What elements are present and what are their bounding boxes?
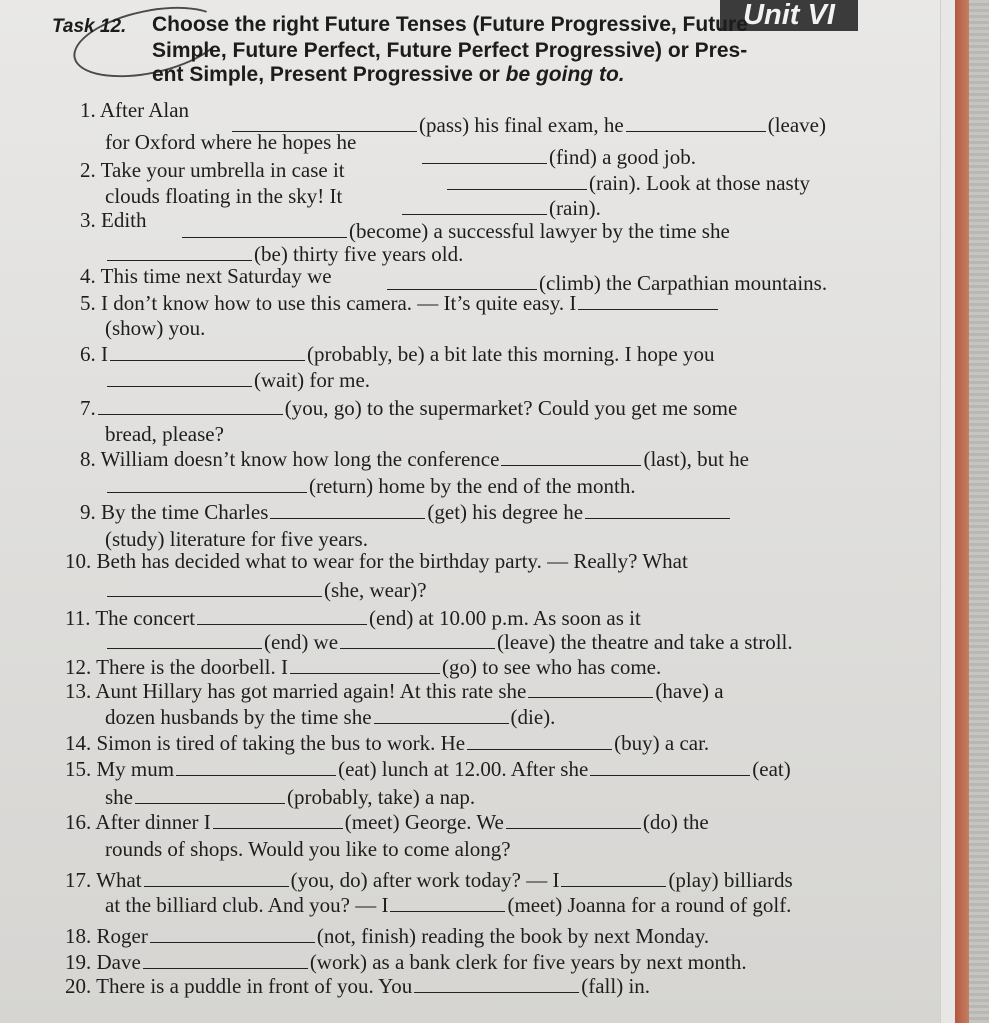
background-surface: [969, 0, 989, 1023]
exercise-text: (you, go) to the supermarket? Could you get me some: [284, 396, 738, 420]
exercise-line: [105, 630, 793, 654]
task-label: Task 12.: [52, 16, 127, 37]
exercise-line: [105, 242, 463, 266]
exercise-text: (buy) a car.: [614, 731, 710, 755]
exercise-line: [400, 196, 601, 220]
exercise-line: [80, 264, 332, 288]
exercise-text: (meet) Joanna for a round of golf.: [507, 893, 792, 917]
answer-blank[interactable]: [626, 113, 766, 132]
exercise-line: [65, 655, 661, 679]
exercise-text: rounds of shops. Would you like to come along?: [105, 837, 511, 861]
answer-blank[interactable]: [561, 868, 666, 887]
exercise-text: (die).: [510, 705, 556, 729]
answer-blank[interactable]: [387, 271, 537, 290]
answer-blank[interactable]: [135, 785, 285, 804]
exercise-text: (you, do) after work today? — I: [290, 868, 560, 892]
exercise-text: 18. Roger: [65, 924, 148, 948]
exercise-line: [80, 447, 749, 471]
exercise-text: (eat): [752, 757, 791, 781]
exercise-text: (find) a good job.: [549, 145, 696, 169]
exercise-line: [80, 208, 147, 232]
answer-blank[interactable]: [414, 974, 579, 993]
instruction-line-2: Simple, Future Perfect, Future Perfect Progressive) or Pres-: [152, 39, 748, 62]
be-going-to-italic: be going to.: [505, 63, 625, 86]
exercise-text: (pass) his final exam, he: [419, 113, 624, 137]
exercise-text: (get) his degree he: [427, 500, 584, 524]
exercise-text: 6. I: [80, 342, 108, 366]
exercise-text: dozen husbands by the time she: [105, 705, 372, 729]
exercise-line: [180, 219, 730, 243]
exercise-text: 3. Edith: [80, 208, 147, 232]
exercise-text: (rain). Look at those nasty: [589, 171, 811, 195]
exercise-text: 13. Aunt Hillary has got married again! At this rate she: [65, 679, 527, 703]
exercise-line: [105, 837, 511, 861]
exercise-text: (wait) for me.: [254, 368, 371, 392]
exercise-text: (play) billiards: [668, 868, 793, 892]
exercise-text: (last), but he: [643, 447, 750, 471]
exercise-text: (return) home by the end of the month.: [309, 474, 636, 498]
exercise-text: (study) literature for five years.: [105, 527, 368, 551]
exercise-text: (rain).: [549, 196, 601, 220]
exercise-line: [80, 500, 732, 524]
answer-blank[interactable]: [107, 368, 252, 387]
exercise-text: bread, please?: [105, 422, 224, 446]
answer-blank[interactable]: [501, 447, 641, 466]
exercise-line: [80, 291, 720, 315]
answer-blank[interactable]: [110, 342, 305, 361]
answer-blank[interactable]: [447, 171, 587, 190]
exercise-text: (work) as a bank clerk for five years by next month.: [309, 950, 747, 974]
exercise-text: for Oxford where he hopes he: [105, 130, 357, 154]
exercise-line: [105, 368, 370, 392]
answer-blank[interactable]: [590, 757, 750, 776]
exercise-text: (have) a: [655, 679, 724, 703]
exercise-text: (be) thirty five years old.: [254, 242, 464, 266]
answer-blank[interactable]: [270, 500, 425, 519]
exercise-text: clouds floating in the sky! It: [105, 184, 343, 208]
exercise-line: [80, 342, 714, 366]
exercise-text: 17. What: [65, 868, 142, 892]
exercise-text: (not, finish) reading the book by next Monday.: [316, 924, 710, 948]
exercise-text: 12. There is the doorbell. I: [65, 655, 288, 679]
answer-blank[interactable]: [290, 655, 440, 674]
answer-blank[interactable]: [107, 474, 307, 493]
exercise-line: [420, 145, 696, 169]
exercise-text: 1. After Alan: [80, 98, 190, 122]
answer-blank[interactable]: [107, 242, 252, 261]
answer-blank[interactable]: [176, 757, 336, 776]
exercise-text: 11. The concert: [65, 606, 196, 630]
exercise-text: 2. Take your umbrella in case it: [80, 158, 345, 182]
exercise-text: (go) to see who has come.: [441, 655, 662, 679]
answer-blank[interactable]: [402, 196, 547, 215]
exercise-line: [105, 705, 555, 729]
exercise-text: (fall) in.: [581, 974, 651, 998]
exercise-text: 9. By the time Charles: [80, 500, 269, 524]
exercise-text: 19. Dave: [65, 950, 141, 974]
exercise-text: (do) the: [642, 810, 709, 834]
answer-blank[interactable]: [107, 630, 262, 649]
book-cover-edge: [955, 0, 969, 1023]
exercise-text: 7.: [80, 396, 96, 420]
exercise-line: [105, 578, 427, 602]
exercise-line: [65, 974, 650, 998]
exercise-line: [105, 316, 205, 340]
exercise-line: [105, 785, 475, 809]
answer-blank[interactable]: [506, 810, 641, 829]
exercise-text: (leave) the theatre and take a stroll.: [497, 630, 793, 654]
exercise-text: 14. Simon is tired of taking the bus to work. He: [65, 731, 466, 755]
exercise-line: [65, 731, 709, 755]
answer-blank[interactable]: [585, 500, 730, 519]
exercise-line: [105, 184, 342, 208]
exercise-text: (meet) George. We: [344, 810, 504, 834]
exercise-text: 16. After dinner I: [65, 810, 211, 834]
answer-blank[interactable]: [467, 731, 612, 750]
exercise-text: (probably, be) a bit late this morning. I hope you: [307, 342, 715, 366]
instruction-line-3: ent Simple, Present Progressive or be going to.: [152, 63, 625, 86]
exercise-line: [80, 158, 345, 182]
exercise-text: at the billiard club. And you? — I: [105, 893, 389, 917]
answer-blank[interactable]: [143, 950, 308, 969]
answer-blank[interactable]: [422, 145, 547, 164]
exercise-text: she: [105, 785, 133, 809]
exercise-line: [65, 810, 709, 834]
exercise-text: 20. There is a puddle in front of you. You: [65, 974, 413, 998]
instruction-line-1: Choose the right Future Tenses (Future Progressive, Future: [152, 13, 748, 36]
answer-blank[interactable]: [528, 679, 653, 698]
exercise-line: [105, 422, 224, 446]
exercise-text: (leave): [767, 113, 826, 137]
exercise-text: (eat) lunch at 12.00. After she: [338, 757, 589, 781]
exercise-line: [65, 868, 793, 892]
exercise-text: (become) a successful lawyer by the time she: [349, 219, 730, 243]
exercise-line: [65, 757, 791, 781]
exercise-line: [105, 893, 791, 917]
exercise-text: 5. I don’t know how to use this camera. — It’s quite easy. I: [80, 291, 577, 315]
exercise-text: (show) you.: [105, 316, 206, 340]
answer-blank[interactable]: [340, 630, 495, 649]
answer-blank[interactable]: [390, 893, 505, 912]
page-edge: [940, 0, 955, 1023]
exercise-line: [80, 396, 737, 420]
answer-blank[interactable]: [144, 868, 289, 887]
answer-blank[interactable]: [374, 705, 509, 724]
answer-blank[interactable]: [182, 219, 347, 238]
exercise-line: [65, 679, 724, 703]
exercise-line: [105, 474, 636, 498]
exercise-line: [65, 549, 688, 573]
exercise-text: (end) we: [264, 630, 339, 654]
answer-blank[interactable]: [197, 606, 367, 625]
answer-blank[interactable]: [150, 924, 315, 943]
exercise-text: 8. William doesn’t know how long the conference: [80, 447, 500, 471]
exercise-line: [80, 98, 189, 122]
answer-blank[interactable]: [578, 291, 718, 310]
exercise-text: (she, wear)?: [324, 578, 427, 602]
exercise-text: 10. Beth has decided what to wear for the birthday party. — Really? What: [65, 549, 688, 573]
exercise-line: [65, 606, 641, 630]
exercise-line: [105, 130, 356, 154]
exercise-text: 15. My mum: [65, 757, 175, 781]
exercise-text: (end) at 10.00 p.m. As soon as it: [369, 606, 641, 630]
exercise-line: [445, 171, 810, 195]
exercise-line: [65, 950, 747, 974]
exercise-line: [65, 924, 709, 948]
answer-blank[interactable]: [213, 810, 343, 829]
answer-blank[interactable]: [98, 396, 283, 415]
answer-blank[interactable]: [107, 578, 322, 597]
exercise-text: (climb) the Carpathian mountains.: [539, 271, 828, 295]
exercise-line: [105, 527, 368, 551]
unit-badge: Unit VI: [720, 0, 858, 31]
exercise-text: (probably, take) a nap.: [287, 785, 476, 809]
exercise-text: 4. This time next Saturday we: [80, 264, 332, 288]
